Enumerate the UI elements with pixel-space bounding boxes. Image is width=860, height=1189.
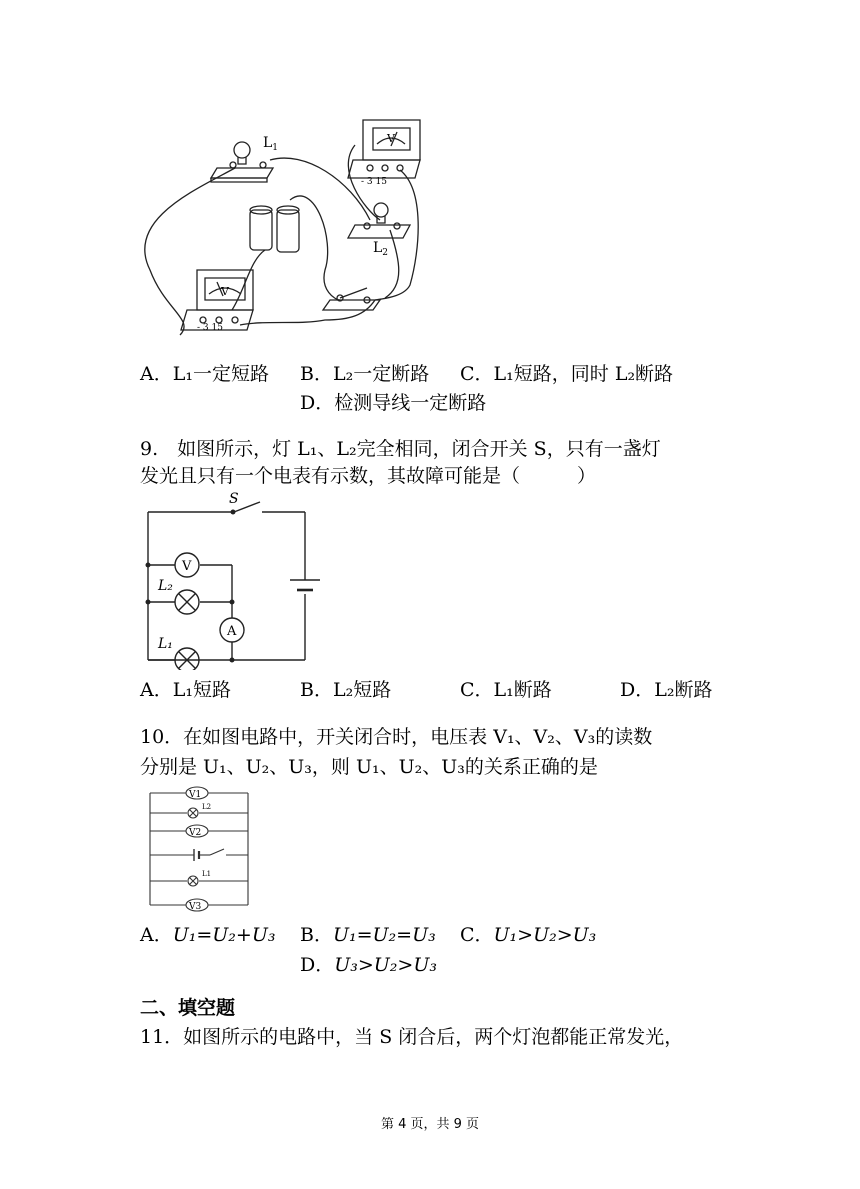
- q10-v2-label: V2: [189, 828, 202, 838]
- q10-option-c[interactable]: C．U₁>U₂>U₃: [460, 924, 597, 946]
- q9-l1-label: L₁: [158, 636, 173, 652]
- q8-terminal-label-right: - 3 15: [361, 177, 387, 187]
- q8-option-a[interactable]: A．L₁一定短路: [140, 363, 269, 385]
- q8-option-b[interactable]: B．L₂一定断路: [300, 363, 430, 385]
- q10-l2-label: L2: [202, 803, 212, 811]
- q9-switch-label: S: [229, 491, 239, 507]
- q8-l2-label: $L_2$: [373, 240, 389, 258]
- q8-circuit-figure: [135, 110, 435, 350]
- q10-option-d[interactable]: D．U₃>U₂>U₃: [300, 954, 437, 976]
- q10-v3-label: V3: [189, 902, 202, 912]
- q10-option-b[interactable]: B．U₁=U₂=U₃: [300, 924, 436, 946]
- q8-option-d[interactable]: D．检测导线一定断路: [300, 392, 487, 414]
- q10-question-line2: 分别是 U₁、U₂、U₃，则 U₁、U₂、U₃的关系正确的是: [140, 756, 598, 778]
- q8-l1-label: $L_1$: [263, 135, 279, 153]
- q10-l1-label: L1: [202, 870, 212, 878]
- q8-terminal-label-left: - 3 15: [197, 323, 223, 333]
- q9-question-line2: 发光且只有一个电表有示数，其故障可能是（ ）: [140, 465, 597, 487]
- q8-voltmeter-right-label: V: [387, 132, 395, 145]
- q8-option-c[interactable]: C．L₁短路，同时 L₂断路: [460, 363, 674, 385]
- q9-option-d[interactable]: D．L₂断路: [620, 679, 713, 701]
- q9-voltmeter-label: V: [182, 559, 192, 574]
- q9-ammeter-label: A: [227, 624, 237, 639]
- q10-option-a[interactable]: A．U₁=U₂+U₃: [140, 924, 276, 946]
- page-footer: 第 4 页，共 9 页: [380, 1117, 480, 1132]
- q10-circuit-figure: [140, 785, 280, 915]
- q9-option-b[interactable]: B．L₂短路: [300, 679, 392, 701]
- q10-v1-label: V1: [189, 790, 202, 800]
- q11-question-line1: 11．如图所示的电路中，当 S 闭合后，两个灯泡都能正常发光，: [140, 1026, 684, 1048]
- q9-question-line1: 9. 如图所示，灯 L₁、L₂完全相同，闭合开关 S，只有一盏灯: [140, 438, 661, 460]
- q9-l2-label: L₂: [158, 578, 173, 594]
- q9-circuit-figure: [140, 490, 335, 670]
- q8-voltmeter-left-label: V: [221, 285, 229, 298]
- section-2-heading: 二、填空题: [140, 997, 236, 1019]
- q10-question-line1: 10．在如图电路中，开关闭合时，电压表 V₁、V₂、V₃的读数: [140, 726, 653, 748]
- q9-option-c[interactable]: C．L₁断路: [460, 679, 552, 701]
- q9-option-a[interactable]: A．L₁短路: [140, 679, 231, 701]
